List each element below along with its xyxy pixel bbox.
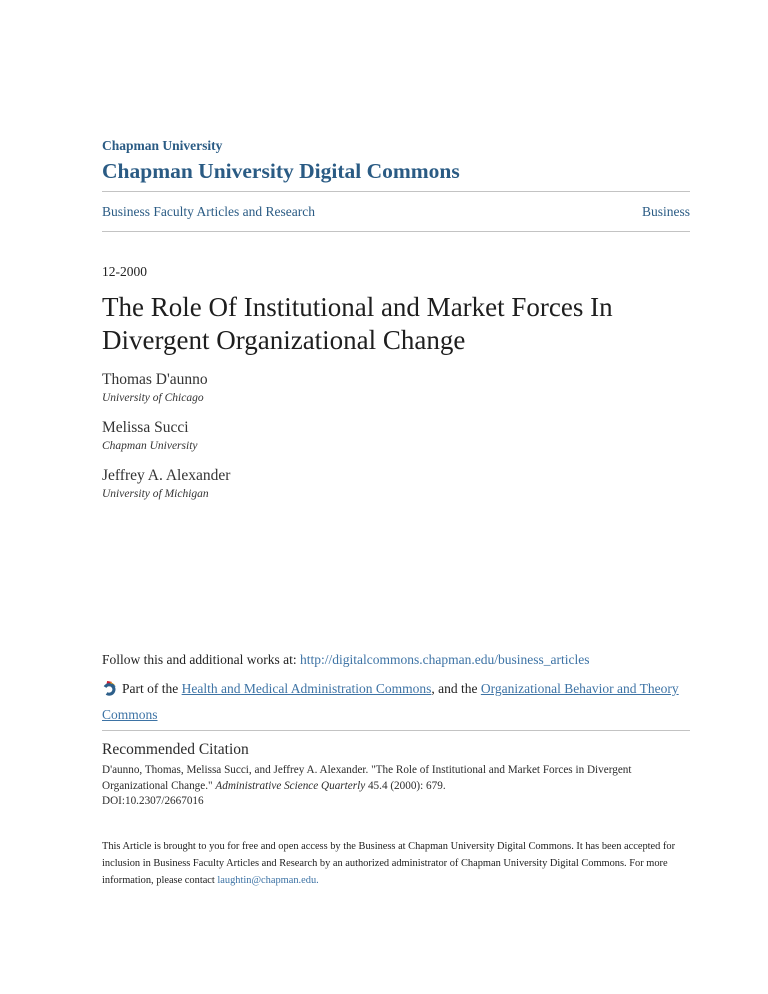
author-item [102,467,690,501]
citation-heading: Recommended Citation [102,741,249,758]
repository-url-link[interactable]: http://digitalcommons.chapman.edu/business_articles [300,652,590,667]
author-name: Thomas D'aunno [102,371,208,388]
part-of-line [102,677,690,726]
commons-link-health-medical-admin[interactable]: Health and Medical Administration Commons [181,681,432,696]
divider-citation [102,730,690,731]
article-title: The Role Of Institutional and Market Forces In Divergent Organizational Change [102,292,613,355]
bepress-network-icon [102,680,117,703]
author-item [102,371,690,405]
follow-label: Follow this and additional works at: [102,652,300,667]
cover-page [102,0,690,889]
author-name: Jeffrey A. Alexander [102,467,231,484]
article-head [102,264,690,501]
recommended-citation [102,741,690,810]
access-statement-text: This Article is brought to you for free and open access by the Business at Chapman University Digital Commons. It has been accepted for inclusion in Business Faculty Articles and Research by an authorized administrator of Chapman University Digital Commons. For more information, please contact [102,840,676,886]
additional-works [102,650,690,726]
journal-name: Administrative Science Quarterly [215,779,366,792]
author-affiliation: Chapman University [102,440,198,452]
part-of-separator: , and the [431,681,481,696]
collection-link[interactable]: Business Faculty Articles and Research [102,204,315,219]
divider-nav [102,231,690,232]
department-link[interactable]: Business [641,204,690,219]
citation-text [102,763,690,794]
part-of-label: Part of the [122,681,182,696]
publication-date: 12-2000 [102,264,147,279]
breadcrumb [102,192,690,231]
access-statement [102,838,690,889]
commons-link-org-behavior-theory[interactable]: Organizational Behavior and Theory Commons [102,681,679,722]
follow-line [102,650,690,670]
institution-name[interactable]: Chapman University [102,138,223,153]
citation-volume-info: 45.4 (2000): 679. [365,779,446,792]
author-list [102,371,690,501]
author-affiliation: University of Michigan [102,488,209,500]
site-title[interactable]: Chapman University Digital Commons [102,159,460,183]
author-affiliation: University of Chicago [102,392,204,404]
doi: DOI:10.2307/2667016 [102,795,204,807]
masthead [102,138,690,184]
author-name: Melissa Succi [102,419,189,436]
author-item [102,419,690,453]
contact-email-link[interactable]: laughtin@chapman.edu [217,874,317,886]
access-statement-period: . [316,874,319,886]
citation-authors-title: D'aunno, Thomas, Melissa Succi, and Jeffrey A. Alexander. "The Role of Institutional and Market Forces in Divergent Organizational Change." [102,764,632,792]
